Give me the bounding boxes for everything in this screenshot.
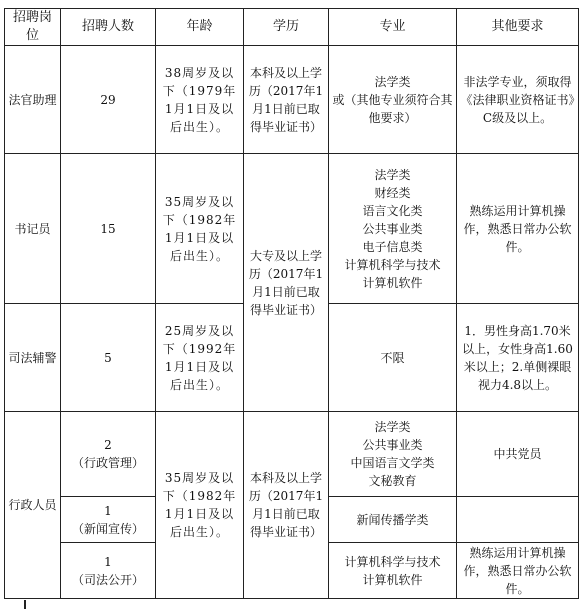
age-cell: 35周岁及以下（1982年1月1日及以后出生）。 (156, 412, 244, 599)
header-education: 学历 (244, 9, 329, 46)
major-line: 财经类 (374, 185, 411, 200)
major-line: 电子信息类 (362, 239, 423, 254)
recruitment-table (4, 8, 579, 599)
count-value: 2 (104, 438, 112, 452)
age-cell: 38周岁及以下（1979年1月1日及以后出生）。 (156, 46, 244, 154)
age-cell: 35周岁及以下（1982年1月1日及以后出生）。 (156, 154, 244, 304)
major-line: 文秘教育 (368, 474, 417, 488)
text-cursor-mark (24, 600, 26, 609)
major-line: 计算机软件 (362, 572, 423, 587)
other-cell: 中共党员 (457, 412, 579, 497)
other-cell: 1．男性身高1.70米以上，女性身高1.60米以上；2.单侧裸眼视力4.8以上。 (457, 304, 579, 412)
major-line: 法学类 (374, 420, 411, 434)
other-cell: 熟练运用计算机操作，熟悉日常办公软件。 (457, 154, 579, 304)
education-cell: 大专及以上学历（2017年1月1日前已取得毕业证书） (244, 154, 329, 412)
major-line: 计算机科学与技术 (344, 554, 441, 569)
other-cell (457, 497, 579, 543)
major-cell (329, 304, 457, 412)
dept-label: （新闻宣传） (71, 521, 144, 536)
table-row (5, 46, 579, 154)
header-position: 招聘岗位 (5, 9, 61, 46)
count-value: 1 (104, 554, 112, 569)
other-cell: 熟练运用计算机操作，熟悉日常办公软件。 (457, 543, 579, 599)
major-cell (329, 497, 457, 543)
major-cell (329, 412, 457, 497)
major-cell (329, 46, 457, 154)
header-other: 其他要求 (457, 9, 579, 46)
position-cell: 书记员 (5, 154, 61, 304)
education-cell: 本科及以上学历（2017年1月1日前已取得毕业证书） (244, 412, 329, 599)
major-line: 中国语言文学类 (350, 456, 435, 470)
header-count: 招聘人数 (61, 9, 156, 46)
education-cell: 本科及以上学历（2017年1月1日前已取得毕业证书） (244, 46, 329, 154)
count-value: 1 (104, 503, 112, 518)
dept-label: （司法公开） (71, 572, 144, 587)
other-cell: 非法学专业，须取得《法律职业资格证书》C级及以上。 (457, 46, 579, 154)
major-line: 计算机软件 (362, 275, 423, 290)
header-row (5, 9, 579, 46)
table-row (5, 412, 579, 497)
major-cell (329, 543, 457, 599)
count-cell (61, 497, 156, 543)
dept-label: （行政管理） (71, 456, 144, 470)
major-line: 或（其他专业须符合其他要求） (332, 92, 453, 125)
count-cell: 15 (61, 154, 156, 304)
table-row (5, 154, 579, 304)
position-cell: 司法辅警 (5, 304, 61, 412)
count-cell: 29 (61, 46, 156, 154)
major-line: 法学类 (374, 167, 411, 182)
major-line: 不限 (380, 350, 405, 365)
major-line: 公共事业类 (362, 221, 423, 236)
major-line: 语言文化类 (362, 203, 423, 218)
position-cell: 法官助理 (5, 46, 61, 154)
major-cell (329, 154, 457, 304)
major-line: 法学类 (374, 74, 411, 89)
position-cell: 行政人员 (5, 412, 61, 599)
major-line: 公共事业类 (362, 438, 423, 452)
header-major: 专业 (329, 9, 457, 46)
count-cell (61, 543, 156, 599)
major-line: 计算机科学与技术 (344, 257, 441, 272)
age-cell: 25周岁及以下（1992年1月1日及以后出生）。 (156, 304, 244, 412)
header-age: 年龄 (156, 9, 244, 46)
count-cell: 5 (61, 304, 156, 412)
count-cell (61, 412, 156, 497)
major-line: 新闻传播学类 (356, 512, 429, 527)
